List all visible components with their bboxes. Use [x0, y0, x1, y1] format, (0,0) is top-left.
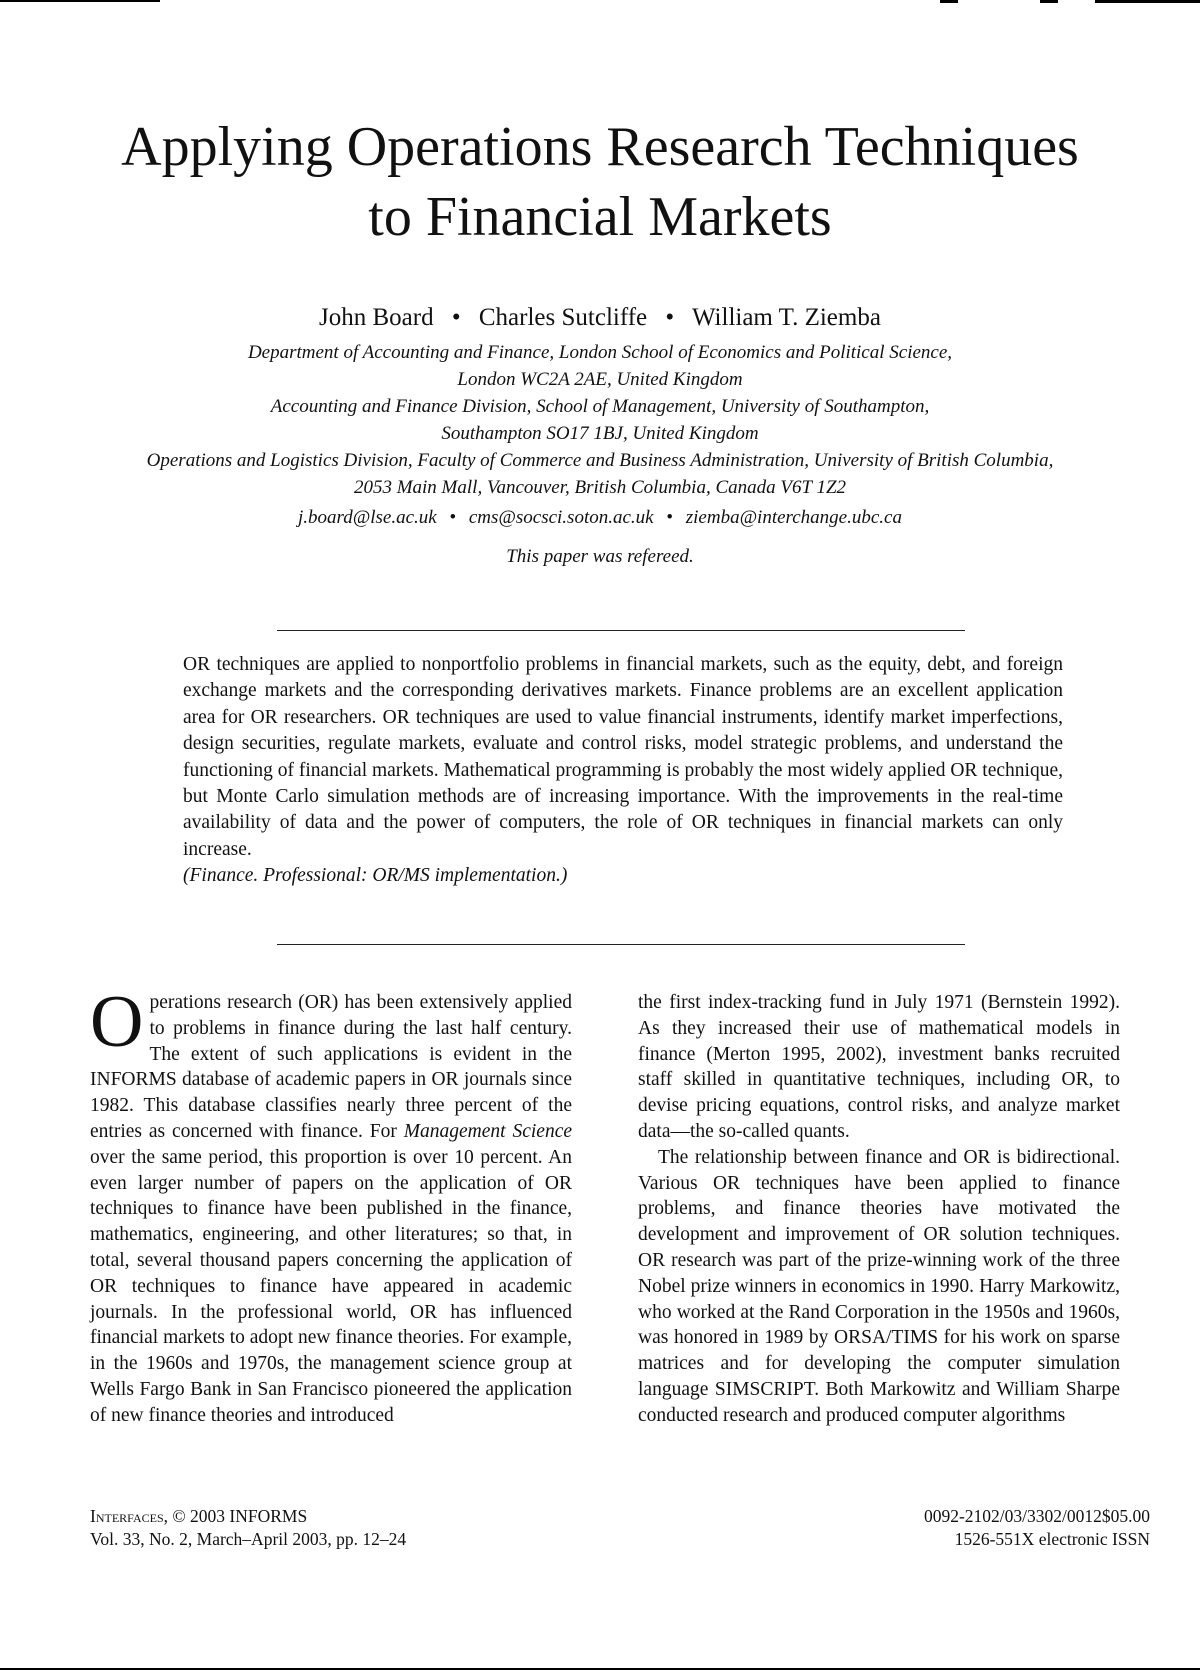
- abstract-top-rule: [277, 630, 965, 631]
- footer-issn: [700, 1505, 1150, 1551]
- bullet-separator: •: [666, 507, 673, 528]
- body-column-left: [90, 981, 573, 1429]
- journal-name: Interfaces: [90, 1506, 164, 1526]
- affiliation-line: London WC2A 2AE, United Kingdom: [457, 369, 743, 390]
- email-link[interactable]: j.board@lse.ac.uk: [298, 507, 437, 528]
- affiliation-line: Operations and Logistics Division, Faculty of Commerce and Business Administration, University of British Columbia,: [146, 450, 1054, 471]
- copyright: , © 2003 INFORMS: [163, 1506, 308, 1526]
- body-paragraph: The relationship between finance and OR is bidirectional. Various OR techniques have been applied to finance problems, and finance theories have motivated the development and improvement of OR solution techniques. OR research was part of the prize-winning work of the three Nobel prize winners in economics in 1990. Harry Markowitz, who worked at the Rand Corporation in the 1950s and 1960s, was honored in 1989 by ORSA/TIMS for his work on sparse matrices and for developing the computer simulation language SIMSCRIPT. Both Markowitz and William Sharpe conducted research and produced computer algorithms: [638, 1146, 1120, 1426]
- affiliation-line: Southampton SO17 1BJ, United Kingdom: [441, 423, 759, 444]
- body-text: perations research (OR) has been extensively applied to problems in finance during the last half century. The extent of such applications is evident in the INFORMS database of academic papers in OR journals since 1982. This database classifies nearly three percent of the entries as concerned with finance. For: [90, 992, 572, 1142]
- footer-citation: [90, 1505, 590, 1551]
- paper-title: [60, 112, 1140, 252]
- abstract-bottom-rule: [277, 944, 965, 945]
- author-name: William T. Ziemba: [691, 304, 881, 331]
- crop-mark: [940, 0, 958, 3]
- email-link[interactable]: ziemba@interchange.ubc.ca: [685, 507, 902, 528]
- title-line-2: to Financial Markets: [368, 186, 832, 248]
- drop-cap: O: [90, 981, 144, 1063]
- affiliation-line: Department of Accounting and Finance, London School of Economics and Political Science,: [247, 342, 953, 363]
- body-paragraph: the first index-tracking fund in July 1971 (Bernstein 1992). As they increased their use of mathematical models in finance (Merton 1995, 2002), investment banks recruited staff skilled in quantitative techniques, including OR, to devise pricing equations, control risks, and analyze market data—the so-called quants.: [638, 992, 1120, 1142]
- affiliation-line: 2053 Main Mall, Vancouver, British Columbia, Canada V6T 1Z2: [353, 477, 847, 498]
- abstract-text: OR techniques are applied to nonportfolio problems in financial markets, such as the equity, debt, and foreign exchange markets and the corresponding derivatives markets. Finance problems are an excellent application area for OR researchers. OR techniques are used to value financial instruments, identify market imperfections, design securities, regulate markets, evaluate and control risks, model strategic problems, and understand the functioning of financial markets. Mathematical programming is probably the most widely applied OR technique, but Monte Carlo simulation methods are of increasing importance. With the improvements in the real-time availability of data and the power of computers, the role of OR techniques in financial markets can only increase.: [183, 654, 1063, 860]
- title-line-1: Applying Operations Research Techniques: [121, 116, 1079, 178]
- abstract: [183, 652, 1063, 890]
- author-name: John Board: [319, 304, 434, 331]
- author-emails: [100, 505, 1100, 531]
- crop-mark: [1095, 0, 1200, 3]
- author-list: [100, 302, 1100, 334]
- footer-line: [90, 1505, 590, 1528]
- bullet-separator: •: [451, 304, 461, 331]
- issn-electronic: 1526-551X electronic ISSN: [954, 1529, 1150, 1549]
- email-link[interactable]: cms@socsci.soton.ac.uk: [468, 507, 654, 528]
- crop-mark: [1040, 0, 1058, 3]
- bullet-separator: •: [665, 304, 675, 331]
- body-text: over the same period, this proportion is over 10 percent. An even larger number of papers on the application of OR techniques to finance have been published in the finance, mathematics, engineering, and other literatures; so that, in total, several thousand papers concerning the application of OR techniques to finance have appeared in academic journals. In the professional world, OR has influenced financial markets to adopt new finance theories. For example, in the 1960s and 1970s, the management science group at Wells Fargo Bank in San Francisco pioneered the application of new finance theories and introduced: [90, 1146, 572, 1426]
- abstract-keywords: (Finance. Professional: OR/MS implementation.): [183, 865, 568, 887]
- body-paragraph: [90, 981, 573, 1429]
- bullet-separator: •: [449, 507, 457, 528]
- author-name: Charles Sutcliffe: [478, 304, 648, 331]
- refereed-note: This paper was refereed.: [506, 546, 694, 567]
- body-column-right: [638, 990, 1120, 1429]
- issn-print: 0092-2102/03/3302/0012$05.00: [923, 1506, 1150, 1526]
- footer-volume: Vol. 33, No. 2, March–April 2003, pp. 12–24: [90, 1529, 407, 1549]
- affiliations: [60, 339, 1140, 501]
- journal-name-italic: Management Science: [403, 1120, 573, 1142]
- crop-mark: [0, 0, 160, 2]
- affiliation-line: Accounting and Finance Division, School of Management, University of Southampton,: [270, 396, 930, 417]
